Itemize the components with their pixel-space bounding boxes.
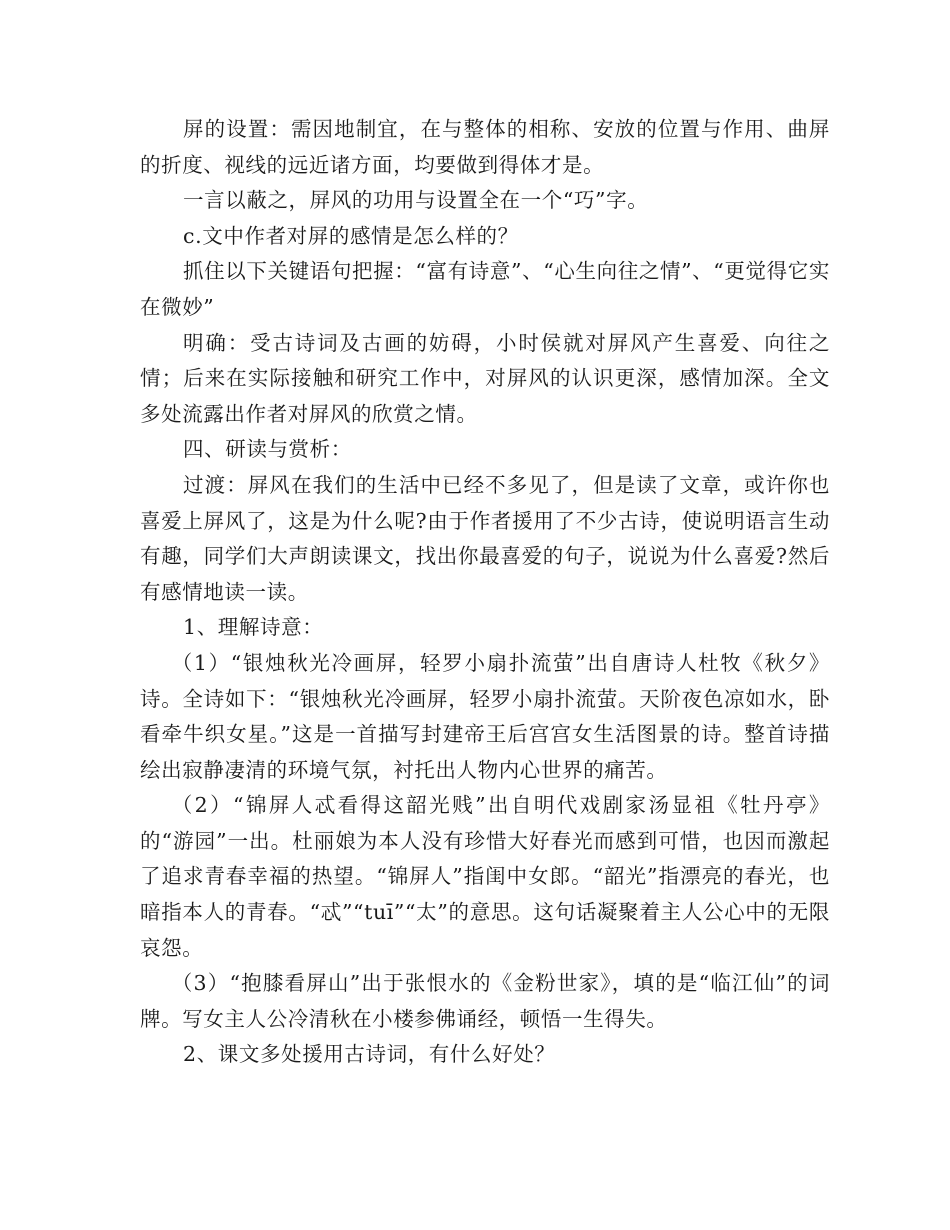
paragraph-summary: 一言以蔽之，屏风的功用与设置全在一个“巧”字。 — [183, 188, 649, 213]
subheading-quotation-benefit: 2、课文多处援用古诗词，有什么好处？ — [183, 1042, 556, 1067]
paragraph-screen-placement: 屏的设置：需因地制宜，在与整体的相称、安放的位置与作用、曲屏的折度、视线的远近诸方面，均要做到得体才是。 — [140, 117, 830, 177]
document-body — [140, 112, 830, 1073]
paragraph-clarification: 明确：受古诗词及古画的妨碍，小时侯就对屏风产生喜爱、向往之情；后来在实际接触和研究工作中，对屏风的认识更深，感情加深。全文多处流露出作者对屏风的欣赏之情。 — [140, 330, 830, 426]
paragraph-poem-2: （2）“锦屏人忒看得这韶光贱”出自明代戏剧家汤显祖《牡丹亭》的“游园”一出。杜丽娘为本人没有珍惜大好春光而感到可惜，也因而激起了追求青春幸福的热望。“锦屏人”指闺中女郎。“韶光”指漂亮的春光，也暗指本人的青春。“忒”“tuī”“太”的意思。这句话凝聚着主人公心中的无限哀怨。 — [140, 793, 830, 960]
paragraph-poem-1: （1）“银烛秋光冷画屏，轻罗小扇扑流萤”出自唐诗人杜牧《秋夕》诗。全诗如下：“银烛秋光冷画屏，轻罗小扇扑流萤。天阶夜色凉如水，卧看牵牛织女星。”这是一首描写封建帝王后宫宫女生活图景的诗。整首诗描绘出寂静凄清的环境气氛，衬托出人物内心世界的痛苦。 — [140, 650, 830, 782]
subheading-poem-meaning: 1、理解诗意： — [183, 615, 324, 640]
section-heading-study: 四、研读与赏析： — [183, 437, 352, 462]
paragraph-transition: 过渡：屏风在我们的生活中已经不多见了，但是读了文章，或许你也喜爱上屏风了，这是为什么呢?由于作者援用了不少古诗，使说明语言生动有趣，同学们大声朗读课文，找出你最喜爱的句子，说说为什么喜爱?然后有感情地读一读。 — [140, 472, 830, 604]
paragraph-question-c: c.文中作者对屏的感情是怎么样的？ — [183, 223, 519, 248]
paragraph-poem-3: （3）“抱膝看屏山”出于张恨水的《金粉世家》，填的是“临江仙”的词牌。写女主人公冷清秋在小楼参佛诵经，顿悟一生得失。 — [140, 971, 830, 1031]
paragraph-key-phrases: 抓住以下关键语句把握：“富有诗意”、“心生向往之情”、“更觉得它实在微妙” — [140, 259, 830, 319]
